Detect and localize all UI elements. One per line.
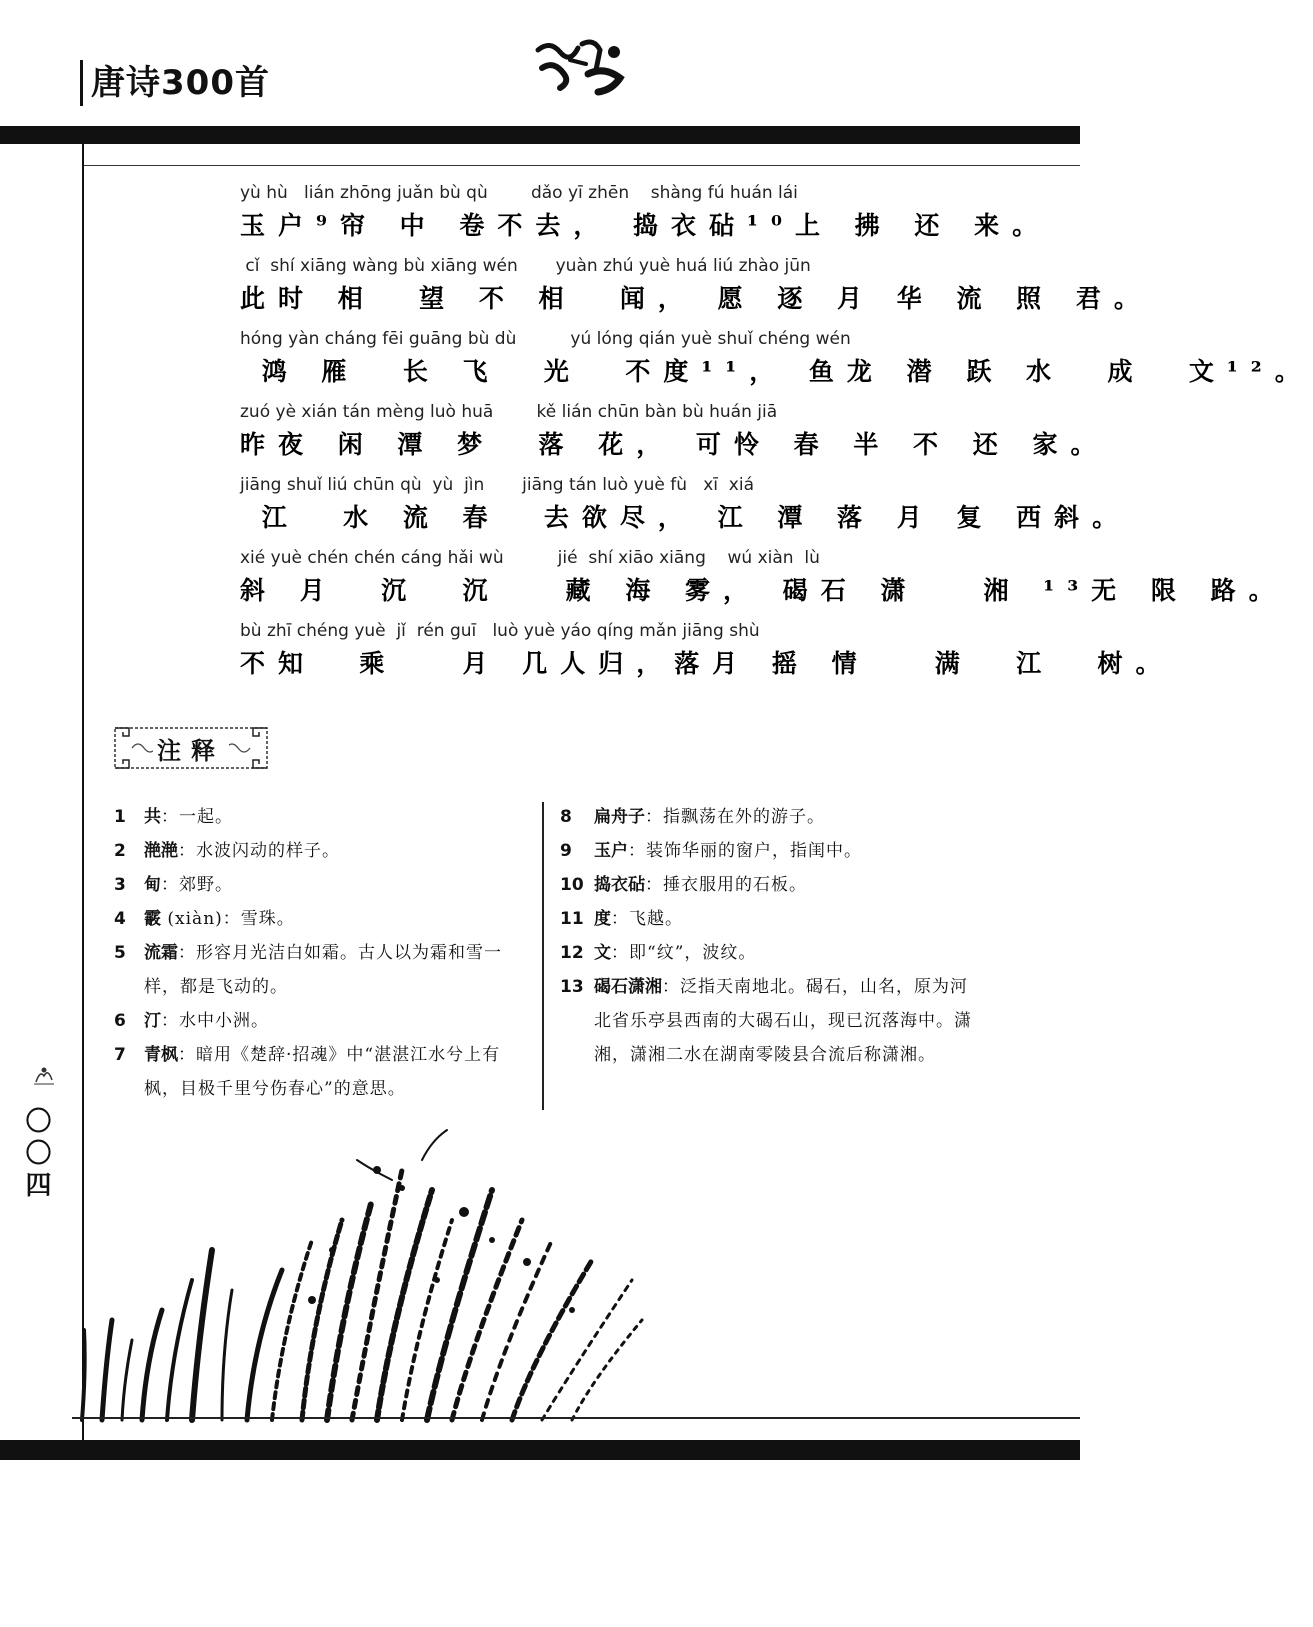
verse-pinyin: jiāng shuǐ liú chūn qù yù jìn jiāng tán luò yuè fù xī xiá	[240, 475, 754, 495]
note-item	[114, 1038, 534, 1106]
verse-pinyin: yù hù lián zhōng juǎn bù qù dǎo yī zhēn shàng fú huán lái	[240, 183, 798, 203]
note-number: 1	[114, 807, 126, 827]
note-text: ：指飘荡在外的游子。	[645, 807, 825, 827]
note-text: ：装饰华丽的窗户，指闺中。	[628, 841, 862, 861]
note-term: 碣石潇湘	[594, 977, 662, 997]
verse-hanzi: 昨夜 闲 潭 梦 落 花， 可怜 春 半 不 还 家。	[240, 430, 1109, 459]
note-text: ：即“纹”，波纹。	[611, 943, 757, 963]
note-number: 8	[560, 807, 572, 827]
verse-hanzi: 江 水 流 春 去欲尽， 江 潭 落 月 复 西斜。	[240, 503, 1131, 532]
flower-ornament-icon	[30, 1062, 58, 1086]
note-term: 玉户	[594, 841, 628, 861]
top-rule	[84, 165, 1080, 166]
notes-heading-label: 注释	[153, 731, 229, 766]
note-term: 汀	[144, 1011, 161, 1031]
footer-band	[0, 1440, 1080, 1460]
note-text: ：泛指天南地北。碣石，山名，原为河北省乐亭县西南的大碣石山，现已沉落海中。潇湘，潇湘二水在湖南零陵县合流后称潇湘。	[594, 977, 972, 1065]
verse-line	[240, 545, 1287, 618]
verse-line	[240, 326, 1313, 399]
note-term: 滟滟	[144, 841, 178, 861]
note-item	[114, 800, 534, 834]
header-band	[0, 126, 1080, 144]
notes-column-divider	[542, 802, 544, 1110]
note-term: 文	[594, 943, 611, 963]
note-item	[560, 868, 980, 902]
verse-hanzi: 鸿 雁 长 飞 光 不度¹¹， 鱼龙 潜 跃 水 成 文¹²。	[240, 357, 1313, 386]
verse-hanzi: 此时 相 望 不 相 闻， 愿 逐 月 华 流 照 君。	[240, 284, 1152, 313]
note-text: ：形容月光洁白如霜。古人以为霜和雪一样，都是飞动的。	[144, 943, 502, 997]
verse-hanzi: 玉户⁹帘 中 卷不去， 捣衣砧¹⁰上 拂 还 来。	[240, 211, 1051, 240]
ground-rule	[72, 1417, 1080, 1419]
verse-hanzi: 不知 乘 月 几人归，落月 摇 情 满 江 树。	[240, 649, 1174, 678]
verse-line	[240, 472, 1131, 545]
note-item	[114, 868, 534, 902]
note-number: 6	[114, 1011, 126, 1031]
calligraphy-logo-icon	[530, 30, 630, 100]
notes-right-column	[560, 800, 980, 1072]
note-item	[560, 936, 980, 970]
note-text: ：水波闪动的样子。	[178, 841, 340, 861]
verse-hanzi: 斜 月 沉 沉 藏 海 雾， 碣石 潇 湘 ¹³无 限 路。	[240, 576, 1287, 605]
verse-pinyin: zuó yè xián tán mèng luò huā kě lián chūn bàn bù huán jiā	[240, 402, 778, 422]
note-number: 7	[114, 1045, 126, 1065]
note-item	[114, 834, 534, 868]
note-text: ：一起。	[161, 807, 233, 827]
note-text: ：水中小洲。	[161, 1011, 269, 1031]
note-term: 扁舟子	[594, 807, 645, 827]
note-text: (xiàn)：雪珠。	[161, 909, 295, 929]
note-item	[114, 1004, 534, 1038]
notes-left-column	[114, 800, 534, 1106]
poem-verses	[240, 180, 1313, 691]
note-number: 12	[560, 943, 584, 963]
note-number: 4	[114, 909, 126, 929]
book-title: 唐诗300首	[80, 60, 270, 106]
note-number: 2	[114, 841, 126, 861]
note-term: 流霜	[144, 943, 178, 963]
note-number: 11	[560, 909, 584, 929]
note-term: 青枫	[144, 1045, 178, 1065]
verse-pinyin: bù zhī chéng yuè jǐ rén guī luò yuè yáo qíng mǎn jiāng shù	[240, 621, 760, 641]
note-item	[560, 902, 980, 936]
verse-line	[240, 180, 1051, 253]
note-text: ：飞越。	[611, 909, 683, 929]
verse-line	[240, 618, 1174, 691]
note-text: ：郊野。	[161, 875, 233, 895]
note-number: 3	[114, 875, 126, 895]
note-item	[114, 936, 534, 1004]
note-number: 5	[114, 943, 126, 963]
verse-pinyin: hóng yàn cháng fēi guāng bù dù yú lóng qián yuè shuǐ chéng wén	[240, 329, 851, 349]
note-number: 13	[560, 977, 584, 997]
notes-heading	[112, 725, 270, 771]
note-number: 9	[560, 841, 572, 861]
verse-pinyin: cǐ shí xiāng wàng bù xiāng wén yuàn zhú yuè huá liú zhào jūn	[240, 256, 811, 276]
note-number: 10	[560, 875, 584, 895]
note-text: ：捶衣服用的石板。	[645, 875, 807, 895]
verse-line	[240, 253, 1152, 326]
reeds-ink-illustration-icon	[72, 1130, 872, 1430]
note-term: 甸	[144, 875, 161, 895]
note-text: ：暗用《楚辞·招魂》中“湛湛江水兮上有枫，目极千里兮伤春心”的意思。	[144, 1045, 501, 1099]
note-term: 共	[144, 807, 161, 827]
verse-line	[240, 399, 1109, 472]
note-term: 度	[594, 909, 611, 929]
note-term: 捣衣砧	[594, 875, 645, 895]
note-item	[560, 800, 980, 834]
note-item	[560, 834, 980, 868]
note-item	[560, 970, 980, 1072]
note-term: 霰	[144, 909, 161, 929]
verse-pinyin: xié yuè chén chén cáng hǎi wù jié shí xiāo xiāng wú xiàn lù	[240, 548, 820, 568]
page-number: 〇〇四	[21, 1107, 51, 1203]
note-item	[114, 902, 534, 936]
